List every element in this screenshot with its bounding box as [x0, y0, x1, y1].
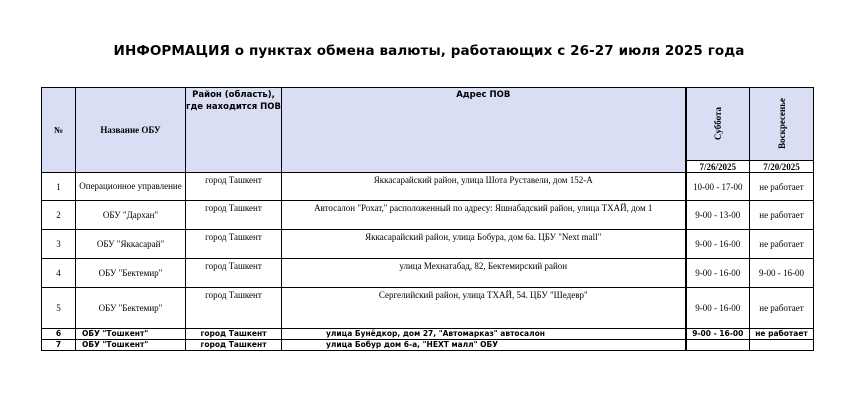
row-name: ОБУ "Дархан" [76, 201, 186, 230]
header-saturday [686, 88, 750, 161]
row-name: ОБУ "Бектемир" [76, 259, 186, 288]
row-name: ОБУ "Бектемир" [76, 288, 186, 329]
row-address: улица Мехнатабад, 82, Бектемирский район [282, 259, 686, 288]
row-sunday: не работает [750, 288, 814, 329]
row-saturday: 9-00 - 16-00 [686, 288, 750, 329]
row-num: 2 [42, 201, 76, 230]
row-district: город Ташкент [186, 259, 282, 288]
row-address: улица Бобур дом 6-а, "НЕХТ малл" ОБУ [282, 340, 686, 351]
row-sunday: 9-00 - 16-00 [750, 259, 814, 288]
header-address: Адрес ПОВ [282, 88, 686, 173]
table-row [42, 259, 814, 288]
row-num: 4 [42, 259, 76, 288]
header-sunday-date: 7/20/2025 [750, 161, 814, 173]
row-name: ОБУ "Тошкент" [76, 329, 186, 340]
row-sunday [750, 340, 814, 351]
table-row [42, 173, 814, 201]
row-district: город Ташкент [186, 329, 282, 340]
row-district: город Ташкент [186, 288, 282, 329]
row-sunday: не работает [750, 329, 814, 340]
row-district: город Ташкент [186, 173, 282, 201]
header-num: № [42, 88, 76, 173]
row-name: Операционное управление [76, 173, 186, 201]
header-district: Район (область), где находится ПОВ [186, 88, 282, 173]
table-row [42, 340, 814, 351]
table-row [42, 230, 814, 259]
row-saturday: 9-00 - 16-00 [686, 230, 750, 259]
row-saturday: 9-00 - 13-00 [686, 201, 750, 230]
row-saturday: 9-00 - 16-00 [686, 329, 750, 340]
row-num: 6 [42, 329, 76, 340]
row-district: город Ташкент [186, 201, 282, 230]
row-district: город Ташкент [186, 230, 282, 259]
row-saturday [686, 340, 750, 351]
row-address: Сергелийский район, улица ТХАЙ, 54. ЦБУ "Шедевр" [282, 288, 686, 329]
row-sunday: не работает [750, 201, 814, 230]
row-address: Яккасарайский район, улица Бобура, дом 6а. ЦБУ "Next mall" [282, 230, 686, 259]
row-sunday: не работает [750, 230, 814, 259]
row-saturday: 9-00 - 16-00 [686, 259, 750, 288]
row-saturday: 10-00 - 17-00 [686, 173, 750, 201]
row-num: 7 [42, 340, 76, 351]
row-sunday: не работает [750, 173, 814, 201]
table-row [42, 201, 814, 230]
row-num: 1 [42, 173, 76, 201]
row-address: Автосалон "Рохат," расположенный по адресу: Яшнабадский район, улица ТХАЙ, дом 1 [282, 201, 686, 230]
header-sunday [750, 88, 814, 161]
row-num: 3 [42, 230, 76, 259]
header-sunday-label: Воскресенье [776, 97, 787, 149]
row-name: ОБУ "Тошкент" [76, 340, 186, 351]
table-row [42, 329, 814, 340]
header-saturday-date: 7/26/2025 [686, 161, 750, 173]
exchange-points-table [41, 87, 814, 351]
table-row [42, 288, 814, 329]
row-district: город Ташкент [186, 340, 282, 351]
row-name: ОБУ "Яккасарай" [76, 230, 186, 259]
header-name: Название ОБУ [76, 88, 186, 173]
row-address: улица Бунёдкор, дом 27, "Автомарказ" автосалон [282, 329, 686, 340]
page-title: ИНФОРМАЦИЯ о пунктах обмена валюты, работающих с 26-27 июля 2025 года [113, 43, 745, 59]
row-num: 5 [42, 288, 76, 329]
header-saturday-label: Суббота [712, 106, 723, 140]
row-address: Яккасарайский район, улица Шота Руставели, дом 152-А [282, 173, 686, 201]
